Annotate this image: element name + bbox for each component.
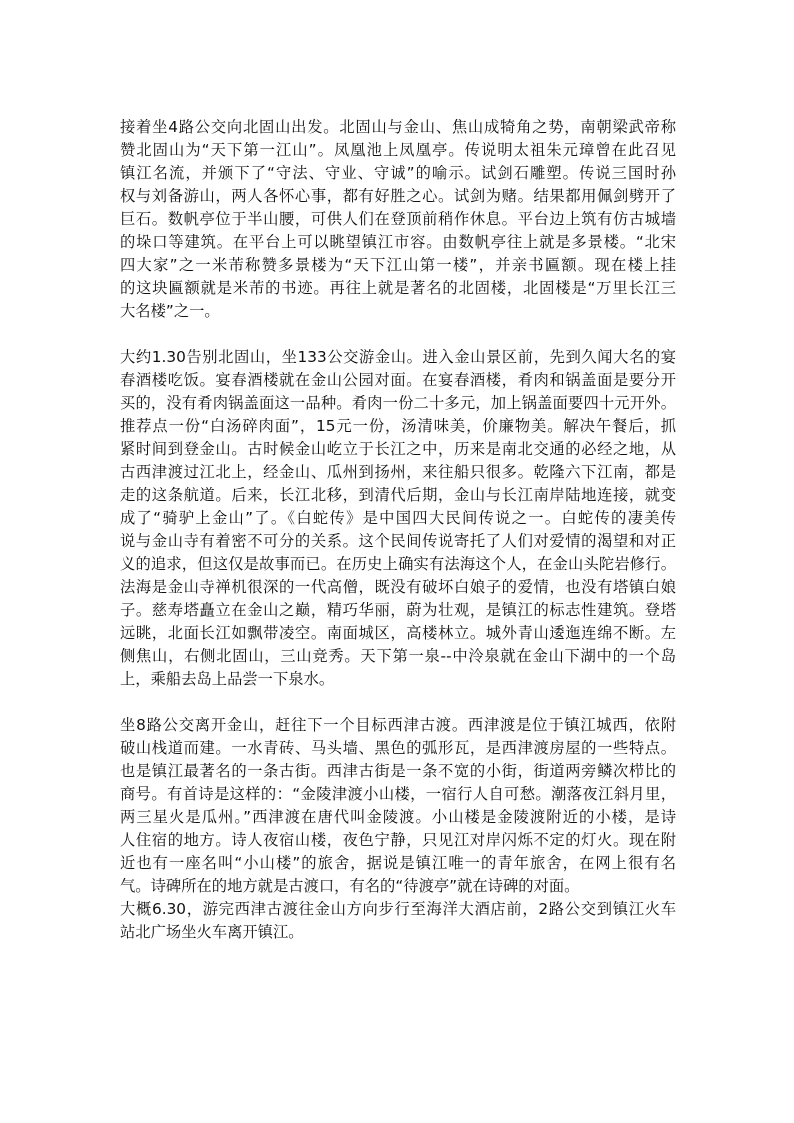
text-line: 巨石。数帆亭位于半山腰，可供人们在登顶前稍作休息。平台边上筑有仿古城墙 [120, 210, 676, 228]
paragraph-xijindu [120, 714, 676, 898]
text-line: 权与刘备游山，两人各怀心事，都有好胜之心。试剑为赌。结果都用佩剑劈开了 [120, 187, 676, 205]
text-line: 大约1.30告别北固山，坐133公交游金山。进入金山景区前，先到久闻大名的宴 [120, 348, 676, 366]
text-line: 义的追求，但这仅是故事而已。在历史上确实有法海这个人，在金山头陀岩修行。 [120, 555, 676, 573]
text-line: 也是镇江最著名的一条古街。西津古街是一条不宽的小街，街道两旁鳞次栉比的 [120, 762, 676, 780]
text-line: 古西津渡过江北上，经金山、瓜州到扬州，来往船只很多。乾隆六下江南，都是 [120, 463, 676, 481]
text-line: 大名楼”之一。 [120, 302, 220, 320]
text-line: 人住宿的地方。诗人夜宿山楼，夜色宁静，只见江对岸闪烁不定的灯火。现在附 [120, 831, 676, 849]
paragraph-jinshan [120, 346, 676, 691]
text-line: 坐8路公交离开金山，赶往下一个目标西津古渡。西津渡是位于镇江城西，依附 [120, 716, 676, 734]
paragraph-gap [120, 691, 676, 714]
text-line: 镇江名流，并颁下了“守法、守业、守诚”的喻示。试剑石雕塑。传说三国时孙 [120, 164, 676, 182]
text-line: 春酒楼吃饭。宴春酒楼就在金山公园对面。在宴春酒楼，肴肉和锅盖面是要分开 [120, 371, 676, 389]
paragraph-gap [120, 323, 676, 346]
text-line: 走的这条航道。后来，长江北移，到清代后期，金山与长江南岸陆地连接，就变 [120, 486, 676, 504]
text-line: 的这块匾额就是米芾的书迹。再往上就是著名的北固楼，北固楼是“万里长江三 [120, 279, 676, 297]
text-line: 两三星火是瓜州。”西津渡在唐代叫金陵渡。小山楼是金陵渡附近的小楼，是诗 [120, 808, 676, 826]
document-body [120, 116, 676, 944]
text-line: 四大家”之一米芾称赞多景楼为“天下江山第一楼”，并亲书匾额。现在楼上挂 [120, 256, 676, 274]
paragraph-beigushan [120, 116, 676, 323]
text-line: 大概6.30，游完西津古渡往金山方向步行至海洋大酒店前，2路公交到镇江火车 [120, 900, 676, 918]
text-line: 成了“骑驴上金山”了。《白蛇传》是中国四大民间传说之一。白蛇传的凄美传 [120, 509, 676, 527]
text-line: 接着坐4路公交向北固山出发。北固山与金山、焦山成犄角之势，南朝梁武帝称 [120, 118, 676, 136]
text-line: 紧时间到登金山。古时候金山屹立于长江之中，历来是南北交通的必经之地，从 [120, 440, 676, 458]
text-line: 远眺，北面长江如飘带凌空。南面城区，高楼林立。城外青山逶迤连绵不断。左 [120, 624, 676, 642]
text-line: 的垛口等建筑。在平台上可以眺望镇江市容。由数帆亭往上就是多景楼。“北宋 [120, 233, 676, 251]
paragraph-departure [120, 898, 676, 944]
text-line: 气。诗碑所在的地方就是古渡口，有名的“待渡亭”就在诗碑的对面。 [120, 877, 580, 895]
text-line: 破山栈道而建。一水青砖、马头墙、黑色的弧形瓦，是西津渡房屋的一些特点。 [120, 739, 676, 757]
text-line: 子。慈寿塔矗立在金山之巅，精巧华丽，蔚为壮观，是镇江的标志性建筑。登塔 [120, 601, 676, 619]
text-line: 侧焦山，右侧北固山，三山竞秀。天下第一泉--中泠泉就在金山下湖中的一个岛 [120, 647, 676, 665]
text-line: 商号。有首诗是这样的：“金陵津渡小山楼，一宿行人自可愁。潮落夜江斜月里， [120, 785, 676, 803]
text-line: 近也有一座名叫“小山楼”的旅舍，据说是镇江唯一的青年旅舍，在网上很有名 [120, 854, 676, 872]
text-line: 说与金山寺有着密不可分的关系。这个民间传说寄托了人们对爱情的渴望和对正 [120, 532, 676, 550]
text-line: 站北广场坐火车离开镇江。 [120, 923, 304, 941]
text-line: 上，乘船去岛上品尝一下泉水。 [120, 670, 335, 688]
text-line: 买的，没有肴肉锅盖面这一品种。肴肉一份二十多元，加上锅盖面要四十元开外。 [120, 394, 676, 412]
text-line: 法海是金山寺禅机很深的一代高僧，既没有破坏白娘子的爱情，也没有塔镇白娘 [120, 578, 676, 596]
text-line: 推荐点一份“白汤碎肉面”，15元一份，汤清味美，价廉物美。解决午餐后，抓 [120, 417, 676, 435]
text-line: 赞北固山为“天下第一江山”。凤凰池上凤凰亭。传说明太祖朱元璋曾在此召见 [120, 141, 676, 159]
